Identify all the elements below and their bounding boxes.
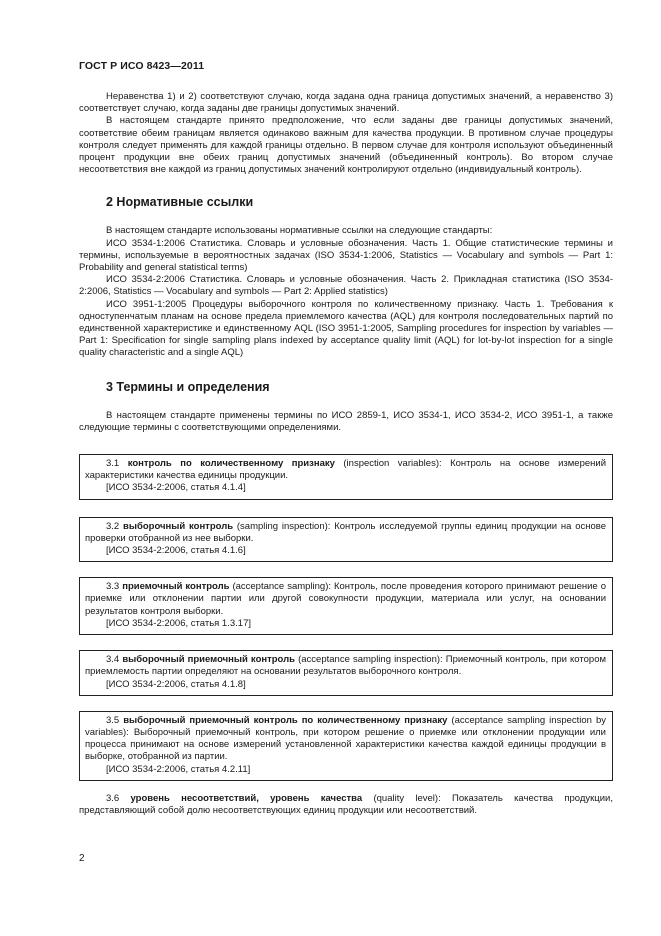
term-3-6 bbox=[79, 793, 613, 817]
term-text: (inspection variables): Контроль на основе измерений характеристики качества единицы продукции. bbox=[85, 458, 607, 482]
term-source: [ИСО 3534-2:2006, статья 4.1.6] bbox=[106, 545, 246, 557]
term-name: уровень несоответствий, уровень качества bbox=[130, 792, 363, 804]
term-name: контроль по количественному признаку bbox=[127, 458, 335, 470]
term-number: 3.4 bbox=[106, 654, 120, 666]
page-body bbox=[79, 91, 613, 817]
term-box-3-5 bbox=[79, 711, 613, 781]
intro-paragraph-2: В настоящем стандарте принято предположение, что если заданы две границы допустимых значений, соответствие обеим границам является одинаково важным для качества продукции. В противном случае процедуры контроля следует применять для каждой границы отдельно. В первом случае для контроля используют объединенный процент продукции вне обеих границ допустимых значений (объединенный контроль). Во втором случае несоответствия вне каждой из границ допустимых значений контролируют отдельно (индивидуальный контроль). bbox=[79, 115, 613, 176]
term-number: 3.3 bbox=[106, 581, 120, 593]
term-definition bbox=[85, 581, 606, 618]
section-2-heading: 2 Нормативные ссылки bbox=[106, 195, 254, 210]
document-header: ГОСТ Р ИСО 8423—2011 bbox=[79, 60, 205, 72]
reference-iso-3534-2: ИСО 3534-2:2006 Статистика. Словарь и условные обозначения. Часть 2. Прикладная статистика (ISO 3534-2:2006, Statistics — Vocabulary and symbols — Part 2: Applied statistics) bbox=[79, 274, 613, 298]
term-definition bbox=[85, 715, 606, 764]
term-number: 3.6 bbox=[106, 792, 120, 804]
term-text: (acceptance sampling inspection): Приемочный контроль, при котором приемлемость партии определяют на основании результатов выборочного контроля. bbox=[85, 654, 607, 678]
term-source: [ИСО 3534-2:2006, статья 1.3.17] bbox=[106, 617, 251, 629]
term-name: выборочный приемочный контроль по количественному признаку bbox=[123, 714, 448, 726]
section-3-heading: 3 Термины и определения bbox=[106, 379, 270, 394]
term-number: 3.2 bbox=[106, 520, 120, 532]
page-number: 2 bbox=[79, 853, 85, 864]
term-definition bbox=[85, 654, 606, 678]
term-name: выборочный контроль bbox=[123, 520, 234, 532]
term-name: приемочный контроль bbox=[122, 581, 230, 593]
reference-iso-3951-1: ИСО 3951-1:2005 Процедуры выборочного контроля по количественному признаку. Часть 1. Требования к одноступенчатым планам на основе предела приемлемого качества (AQL) для контроля последовательных партий по единственной характеристике и единственному AQL (ISO 3951-1:2005, Sampling procedures for inspection by variables — Part 1: Specification for single sampling plans indexed by acceptance quality limit (AQL) for lot-by-lot inspection for a single quality characteristic and a single AQL) bbox=[79, 298, 613, 359]
term-source: [ИСО 3534-2:2006, статья 4.2.11] bbox=[106, 763, 251, 775]
term-name: выборочный приемочный контроль bbox=[122, 654, 296, 666]
term-box-3-1 bbox=[79, 454, 613, 500]
term-definition bbox=[85, 521, 606, 545]
section-2-paragraph-1: В настоящем стандарте использованы нормативные ссылки на следующие стандарты: bbox=[106, 225, 493, 237]
term-text: (acceptance sampling): Контроль, после проведения которого принимают решение о приемке или отклонении партии или другой совокупности продукции, материала или услуг, на основании результатов контроля выборки. bbox=[85, 581, 606, 617]
term-text: (sampling inspection): Контроль исследуемой группы единиц продукции на основе проверки отобранной из нее выборки. bbox=[85, 520, 606, 544]
term-source: [ИСО 3534-2:2006, статья 4.1.8] bbox=[106, 678, 246, 690]
term-text: (acceptance sampling inspection by variables): Выборочный приемочный контроль, при котором решение о приемке или отклонении продукции или процесса принимают на основе измерений установленной характеристики качества каждой единицы продукции в выборке, отобранной из партии. bbox=[85, 714, 606, 763]
term-source: [ИСО 3534-2:2006, статья 4.1.4] bbox=[106, 482, 246, 494]
term-definition bbox=[85, 458, 606, 482]
term-box-3-2 bbox=[79, 517, 613, 563]
term-number: 3.5 bbox=[106, 714, 120, 726]
term-box-3-4 bbox=[79, 650, 613, 696]
term-text: (quality level): Показатель качества продукции, представляющий собой долю несоответствующих единиц продукции или несоответствий. bbox=[79, 792, 613, 816]
section-3-paragraph-1: В настоящем стандарте применены термины по ИСО 2859-1, ИСО 3534-1, ИСО 3534-2, ИСО 3951-1, а также следующие термины с соответствующими определениями. bbox=[79, 409, 613, 433]
term-number: 3.1 bbox=[106, 458, 120, 470]
reference-iso-3534-1: ИСО 3534-1:2006 Статистика. Словарь и условные обозначения. Часть 1. Общие статистические термины и термины, используемые в вероятностных задачах (ISO 3534-1:2006, Statistics — Vocabulary and symbols — Part 1: Probability and general statistical terms) bbox=[79, 237, 613, 274]
intro-paragraph-1: Неравенства 1) и 2) соответствуют случаю, когда задана одна граница допустимых значений, а неравенство 3) соответствует случаю, когда заданы две границы допустимых значений. bbox=[79, 91, 613, 115]
term-box-3-3 bbox=[79, 577, 613, 635]
